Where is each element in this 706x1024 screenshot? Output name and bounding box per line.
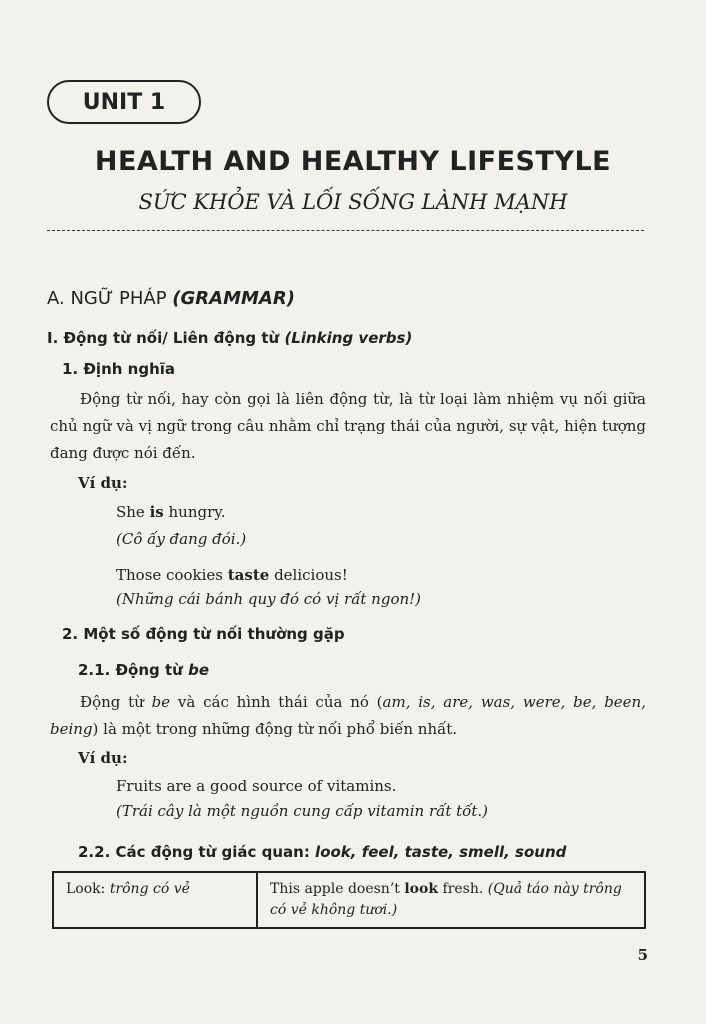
table-cell-verb: [53, 872, 257, 928]
table-verb: Look:: [66, 881, 110, 897]
section-2-heading: 2. Một số động từ nối thường gặp: [62, 625, 345, 643]
be-para-3: và các hình thái của nó (: [170, 693, 383, 711]
example-1-before: She: [116, 503, 150, 521]
example-1-keyword: is: [149, 503, 164, 521]
example-3-sentence: Fruits are a good source of vitamins.: [116, 777, 397, 795]
table-row: [53, 872, 645, 928]
page-number: 5: [637, 946, 648, 964]
table-example-before: This apple doesn’t: [270, 881, 405, 897]
table-example-after: fresh.: [438, 881, 488, 897]
table-example-translation: (Quả táo này trông có vẻ không tươi.): [270, 881, 622, 918]
section-1-suffix: (Linking verbs): [284, 329, 413, 347]
example-label-1: Ví dụ:: [78, 474, 128, 492]
section-2-2-verbs: look, feel, taste, smell, sound: [315, 843, 567, 861]
example-2-sentence: [116, 566, 348, 584]
example-1-sentence: [116, 503, 226, 521]
sense-verbs-table: [52, 871, 646, 929]
be-para-5: ) là một trong những động từ nối phổ biến nhất.: [92, 720, 458, 738]
table-cell-example: [257, 872, 645, 928]
section-a-heading: [47, 288, 295, 309]
section-2-2-prefix: 2.2. Các động từ giác quan:: [78, 843, 316, 861]
dashed-divider: [47, 230, 644, 231]
example-3-translation: (Trái cây là một nguồn cung cấp vitamin rất tốt.): [116, 802, 488, 820]
page-subtitle: SỨC KHỎE VÀ LỐI SỐNG LÀNH MẠNH: [138, 190, 568, 214]
example-1-after: hungry.: [163, 503, 226, 521]
definition-heading: 1. Định nghĩa: [62, 360, 176, 378]
section-2-1-heading: [78, 661, 209, 679]
definition-paragraph: [50, 386, 646, 467]
section-2-1-verb: be: [188, 661, 209, 679]
section-a-prefix: A. NGỮ PHÁP: [47, 288, 173, 309]
example-1-translation: (Cô ấy đang đói.): [116, 530, 247, 548]
be-paragraph: [50, 689, 646, 743]
example-2-after: delicious!: [269, 566, 348, 584]
definition-text: Động từ nối, hay còn gọi là liên động từ, là từ loại làm nhiệm vụ nối giữa chủ ngữ và vị ngữ trong câu nhằm chỉ trạng thái của người, sự vật, hiện tượng đang được nói đến.: [50, 390, 646, 462]
page-title: HEALTH AND HEALTHY LIFESTYLE: [94, 146, 612, 177]
example-2-before: Those cookies: [116, 566, 228, 584]
example-label-2: Ví dụ:: [78, 749, 128, 767]
section-2-2-heading: [78, 843, 566, 861]
example-2-translation: (Những cái bánh quy đó có vị rất ngon!): [116, 590, 422, 608]
unit-label: UNIT 1: [47, 80, 201, 124]
section-1-heading: [47, 329, 412, 347]
section-a-suffix: (GRAMMAR): [172, 288, 295, 309]
be-para-4: am, is, are, was, were, be, been, being: [50, 693, 646, 738]
section-2-1-prefix: 2.1. Động từ: [78, 661, 189, 679]
example-2-keyword: taste: [227, 566, 270, 584]
be-para-1: Động từ: [80, 693, 152, 711]
table-verb-meaning: trông có vẻ: [109, 881, 190, 897]
section-1-prefix: I. Động từ nối/ Liên động từ: [47, 329, 285, 347]
be-para-2: be: [151, 693, 171, 711]
table-example-keyword: look: [404, 881, 439, 897]
